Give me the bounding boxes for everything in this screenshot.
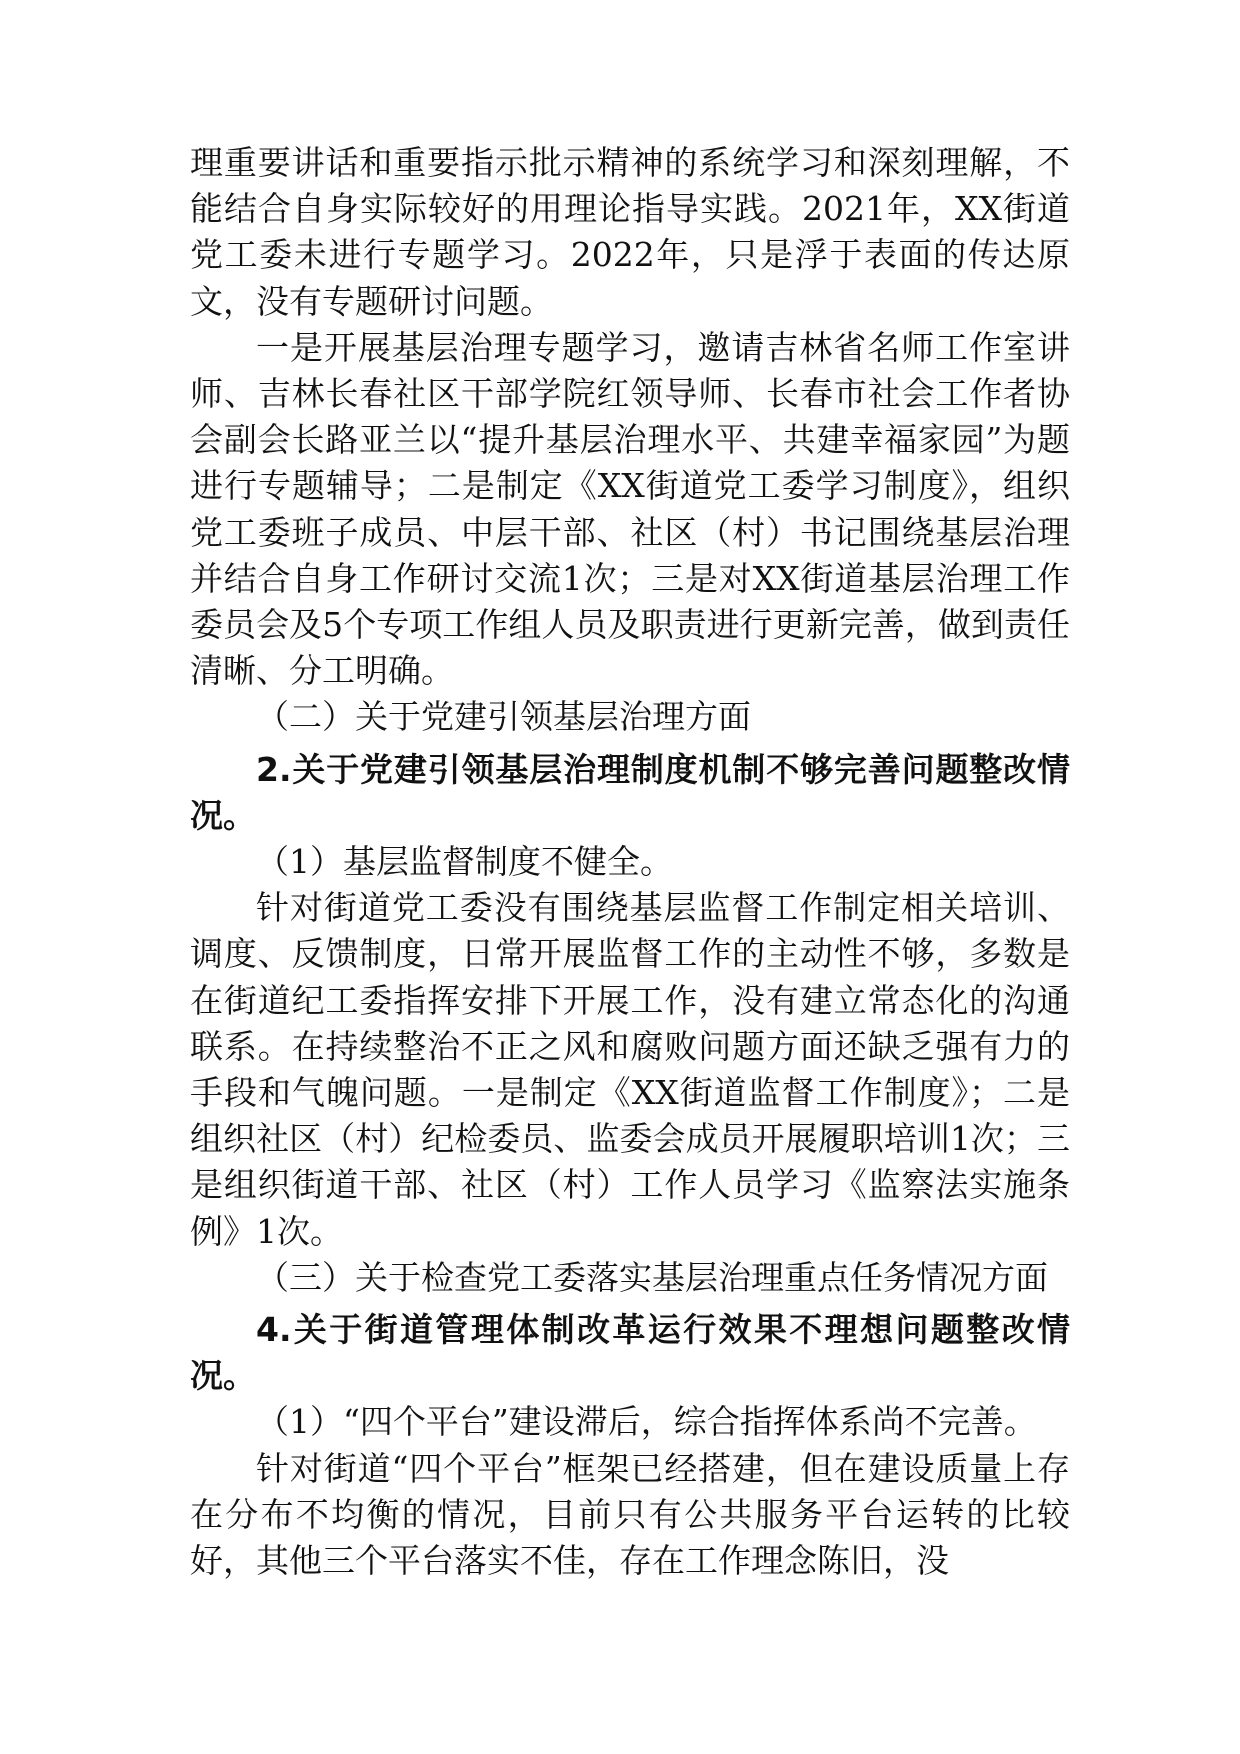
document-body bbox=[190, 140, 1070, 1584]
section-heading-two: （二）关于党建引领基层治理方面 bbox=[256, 697, 751, 737]
item-heading-4: 4.关于街道管理体制改革运行效果不理想问题整改情况。 bbox=[190, 1310, 1070, 1396]
subitem-heading-supervision: （1）基层监督制度不健全。 bbox=[256, 842, 673, 882]
subitem-heading-platforms: （1）“四个平台”建设滞后，综合指挥体系尚不完善。 bbox=[256, 1402, 1037, 1442]
paragraph-measures-study: 一是开展基层治理专题学习，邀请吉林省名师工作室讲师、吉林长春社区干部学院红领导师、长春市社会工作者协会副会长路亚兰以“提升基层治理水平、共建幸福家园”为题进行专题辅导；二是制定《XX街道党工委学习制度》，组织党工委班子成员、中层干部、社区（村）书记围绕基层治理并结合自身工作研讨交流1次；三是对XX街道基层治理工作委员会及5个专项工作组人员及职责进行更新完善，做到责任清晰、分工明确。 bbox=[190, 327, 1070, 691]
paragraph-platforms: 针对街道“四个平台”框架已经搭建，但在建设质量上存在分布不均衡的情况，目前只有公共服务平台运转的比较好，其他三个平台落实不佳，存在工作理念陈旧，没 bbox=[190, 1448, 1070, 1581]
section-heading-three: （三）关于检查党工委落实基层治理重点任务情况方面 bbox=[256, 1257, 1048, 1297]
paragraph-continuation: 理重要讲话和重要指示批示精神的系统学习和深刻理解，不能结合自身实际较好的用理论指导实践。2021年，XX街道党工委未进行专题学习。2022年，只是浮于表面的传达原文，没有专题研讨问题。 bbox=[190, 143, 1070, 321]
paragraph-supervision: 针对街道党工委没有围绕基层监督工作制定相关培训、调度、反馈制度，日常开展监督工作的主动性不够，多数是在街道纪工委指挥安排下开展工作，没有建立常态化的沟通联系。在持续整治不正之风和腐败问题方面还缺乏强有力的手段和气魄问题。一是制定《XX街道监督工作制度》；二是组织社区（村）纪检委员、监委会成员开展履职培训1次；三是组织街道干部、社区（村）工作人员学习《监察法实施条例》1次。 bbox=[190, 888, 1070, 1251]
item-heading-2: 2.关于党建引领基层治理制度机制不够完善问题整改情况。 bbox=[190, 749, 1070, 835]
